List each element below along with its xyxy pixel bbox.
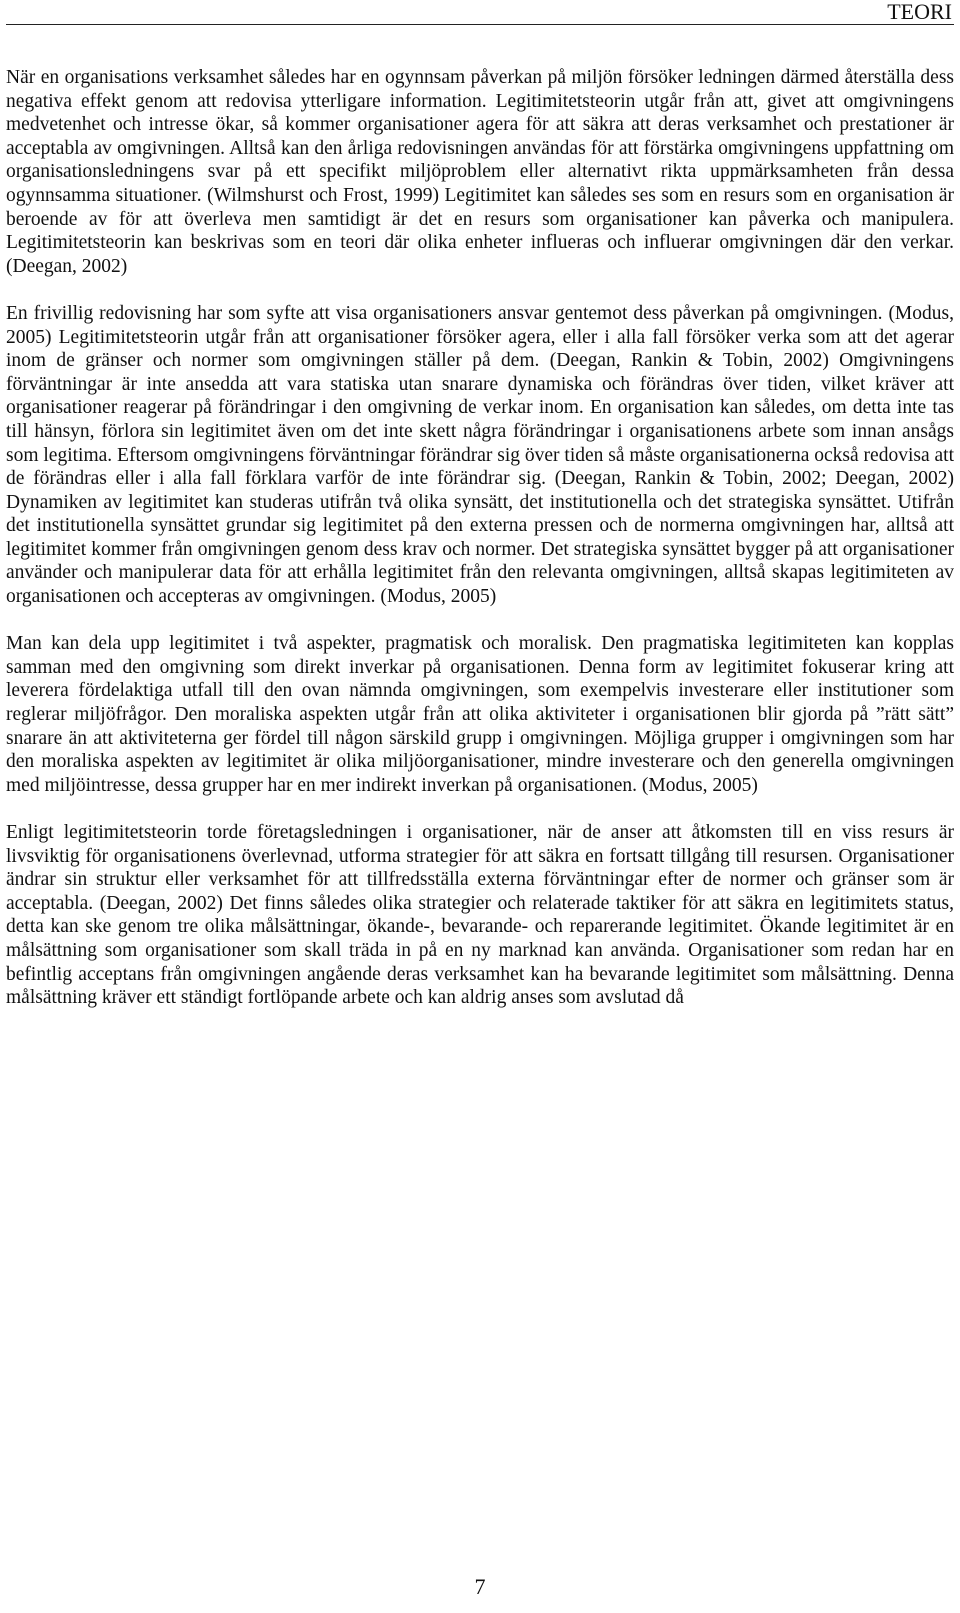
section-title: TEORI [887, 0, 952, 24]
page-number: 7 [474, 1574, 486, 1599]
header-divider [6, 24, 954, 25]
paragraph: En frivillig redovisning har som syfte att visa organisationers ansvar gentemot dess påverkan på omgivningen. (Modus, 2005) Legitimitetsteorin utgår från att organisationer försöker agera, eller i alla fall försöker verka som att det agerar inom de gränser och normer som omgivningen ställer på dem. (Deegan, Rankin & Tobin, 2002) Omgivningens förväntningar är inte ansedda att vara statiska utan snarare dynamiska och förändras över tiden, vilket kräver att organisationer reagerar på förändringar i den omgivning de verkar inom. En organisation kan således, om detta inte tas till hänsyn, förlora sin legitimitet även om det inte skett några förändringar i organisationens arbete som innan ansågs som legitima. Eftersom omgivningens förväntningar förändrar sig över tiden så måste organisationerna också redovisa att de förändras eller i alla fall förklara varför de inte förändrar sig. (Deegan, Rankin & Tobin, 2002; Deegan, 2002) Dynamiken av legitimitet kan studeras utifrån två olika synsätt, det institutionella och det strategiska synsättet. Utifrån det institutionella synsättet grundar sig legitimitet på den externa pressen och de normerna omgivningen har, alltså att legitimitet kommer från omgivningen genom dess krav och normer. Det strategiska synsättet bygger på att organisationer använder och manipulerar data för att erhålla legitimitet från den relevanta omgivningen, alltså skapas legitimiteten av organisationen och accepteras av omgivningen. (Modus, 2005) [6, 302, 954, 608]
page-header [0, 0, 960, 24]
paragraph: Enligt legitimitetsteorin torde företagsledningen i organisationer, när de anser att åtkomsten till en viss resurs är livsviktig för organisationens överlevnad, utforma strategier för att säkra en fortsatt tillgång till resursen. Organisationer ändrar sin struktur eller verksamhet för att tillfredsställa externa förväntningar efter de normer och gränser som är acceptabla. (Deegan, 2002) Det finns således olika strategier och relaterade taktiker för att säkra en legitimitets status, detta kan ske genom tre olika målsättningar, ökande-, bevarande- och reparerande legitimitet. Ökande legitimitet är en målsättning som organisationer som skall träda in på en ny marknad kan använda. Organisationer som redan har en befintlig acceptans från omgivningen angående deras verksamhet kan ha bevarande legitimitet som målsättning. Denna målsättning kräver ett ständigt fortlöpande arbete och kan aldrig anses som avslutad då [6, 822, 954, 1009]
body-text [6, 66, 954, 1010]
paragraph: Man kan dela upp legitimitet i två aspekter, pragmatisk och moralisk. Den pragmatiska legitimiteten kan kopplas samman med den omgivning som direkt inverkar på organisationen. Denna form av legitimitet fokuserar kring att leverera fördelaktiga utfall till den ovan nämnda omgivningen, som exempelvis investerare eller institutioner som reglerar miljöfrågor. Den moraliska aspekten utgår från att olika aktiviteter i organisationen blir gjorda på ”rätt sätt” snarare än att aktiviteterna ger fördel till någon särskild grupp i omgivningen. Möjliga grupper i omgivningen som har den moraliska aspekten av legitimitet är olika miljöorganisationer, mindre investerare och den generella omgivningen med miljöintresse, dessa grupper har en mer indirekt inverkan på organisationen. (Modus, 2005) [6, 633, 954, 796]
paragraph: När en organisations verksamhet således har en ogynnsam påverkan på miljön försöker ledningen därmed återställa dess negativa effekt genom att redovisa ytterligare information. Legitimitetsteorin utgår från att, givet att omgivningens medvetenhet och intresse ökar, så kommer organisationer agera för att säkra att deras verksamhet och prestationer är acceptabla av omgivningen. Alltså kan den årliga redovisningen användas för att förstärka omgivningens uppfattning om organisationsledningens svar på ett specifikt miljöproblem eller alternativt rikta uppmärksamheten från dessa ogynnsamma situationer. (Wilmshurst och Frost, 1999) Legitimitet kan således ses som en resurs som en organisation är beroende av för att överleva men samtidigt är det en resurs som organisationer kan påverka och manipulera. Legitimitetsteorin kan beskrivas som en teori där olika enheter influeras och influerar omgivningen där den verkar. (Deegan, 2002) [6, 67, 954, 277]
